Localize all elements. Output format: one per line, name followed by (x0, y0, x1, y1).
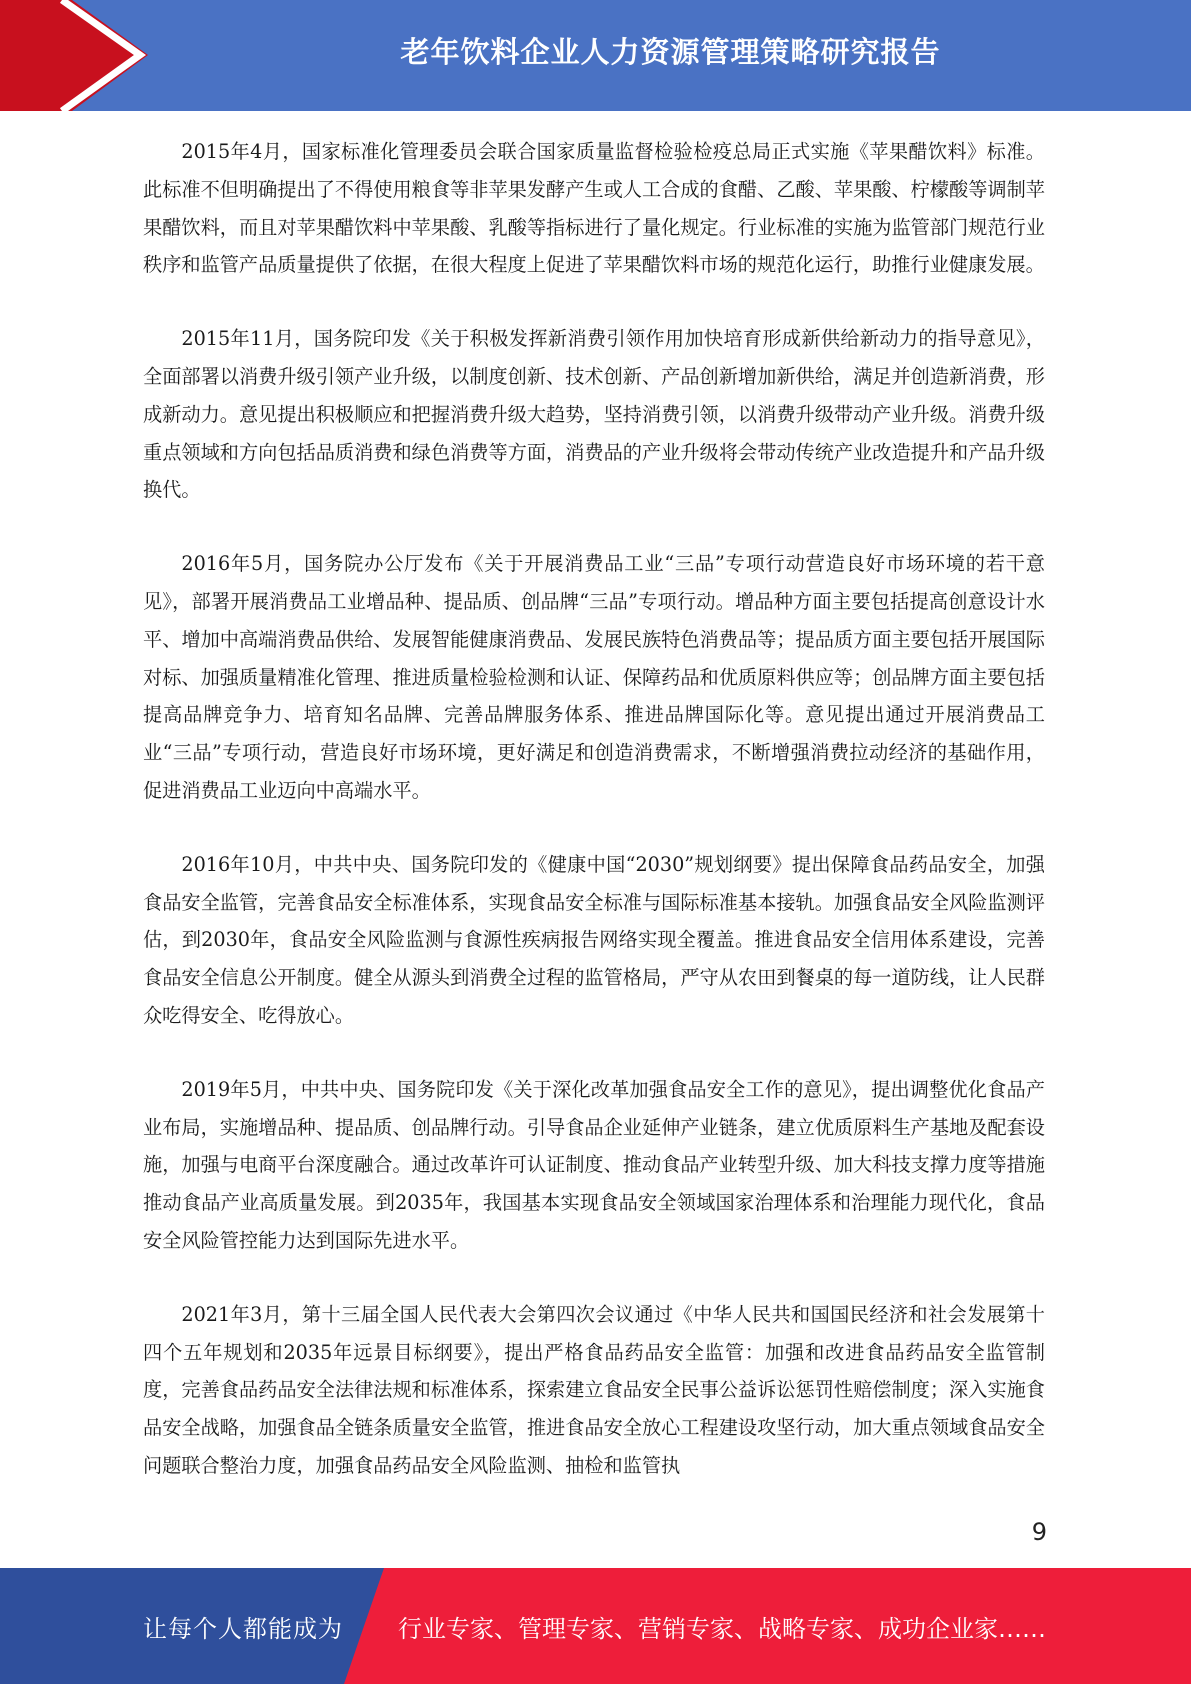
body-content (143, 133, 1045, 1521)
paragraph-4: 2016年10月，中共中央、国务院印发的《健康中国“2030”规划纲要》提出保障食品药品安全，加强食品安全监管，完善食品安全标准体系，实现食品安全标准与国际标准基本接轨。加强食品安全风险监测评估，到2030年，食品安全风险监测与食源性疾病报告网络实现全覆盖。推进食品安全信用体系建设，完善食品安全信息公开制度。健全从源头到消费全过程的监管格局，严守从农田到餐桌的每一道防线，让人民群众吃得安全、吃得放心。 (143, 852, 1045, 1027)
header-arrow-graphic (0, 0, 150, 111)
paragraph-1: 2015年4月，国家标准化管理委员会联合国家质量监督检验检疫总局正式实施《苹果醋饮料》标准。此标准不但明确提出了不得使用粮食等非苹果发酵产生或人工合成的食醋、乙酸、苹果酸、柠檬酸等调制苹果醋饮料，而且对苹果醋饮料中苹果酸、乳酸等指标进行了量化规定。行业标准的实施为监管部门规范行业秩序和监管产品质量提供了依据，在很大程度上促进了苹果醋饮料市场的规范化运行，助推行业健康发展。 (143, 140, 1045, 277)
paragraph-6: 2021年3月，第十三届全国人民代表大会第四次会议通过《中华人民共和国国民经济和社会发展第十四个五年规划和2035年远景目标纲要》，提出严格食品药品安全监管：加强和改进食品药品安全监管制度，完善食品药品安全法律法规和标准体系，探索建立食品安全民事公益诉讼惩罚性赔偿制度；深入实施食品安全战略，加强食品全链条质量安全监管，推进食品安全放心工程建设攻坚行动，加大重点领域食品安全问题联合整治力度，加强食品药品安全风险监测、抽检和监管执 (143, 1302, 1045, 1477)
page-footer (0, 1568, 1191, 1684)
footer-slogan-right: 行业专家、管理专家、营销专家、战略专家、成功企业家…… (398, 1614, 1046, 1643)
paragraph-3: 2016年5月，国务院办公厅发布《关于开展消费品工业“三品”专项行动营造良好市场环境的若干意见》，部署开展消费品工业增品种、提品质、创品牌“三品”专项行动。增品种方面主要包括提高创意设计水平、增加中高端消费品供给、发展智能健康消费品、发展民族特色消费品等；提品质方面主要包括开展国际对标、加强质量精准化管理、推进质量检验检测和认证、保障药品和优质原料供应等；创品牌方面主要包括提高品牌竞争力、培育知名品牌、完善品牌服务体系、推进品牌国际化等。意见提出通过开展消费品工业“三品”专项行动，营造良好市场环境，更好满足和创造消费需求，不断增强消费拉动经济的基础作用，促进消费品工业迈向中高端水平。 (143, 552, 1045, 802)
paragraph-5: 2019年5月，中共中央、国务院印发《关于深化改革加强食品安全工作的意见》，提出调整优化食品产业布局，实施增品种、提品质、创品牌行动。引导食品企业延伸产业链条，建立优质原料生产基地及配套设施，加强与电商平台深度融合。通过改革许可认证制度、推动食品产业转型升级、加大科技支撑力度等措施推动食品产业高质量发展。到2035年，我国基本实现食品安全领域国家治理体系和治理能力现代化，食品安全风险管控能力达到国际先进水平。 (143, 1077, 1045, 1252)
page-header (0, 0, 1191, 111)
page-number: 9 (1031, 1518, 1047, 1546)
footer-slogan-left: 让每个人都能成为 (143, 1614, 343, 1643)
page-title: 老年饮料企业人力资源管理策略研究报告 (400, 34, 941, 69)
paragraph-2: 2015年11月，国务院印发《关于积极发挥新消费引领作用加快培育形成新供给新动力的指导意见》，全面部署以消费升级引领产业升级，以制度创新、技术创新、产品创新增加新供给，满足并创造新消费，形成新动力。意见提出积极顺应和把握消费升级大趋势，坚持消费引领，以消费升级带动产业升级。消费升级重点领域和方向包括品质消费和绿色消费等方面，消费品的产业升级将会带动传统产业改造提升和产品升级换代。 (143, 327, 1045, 502)
